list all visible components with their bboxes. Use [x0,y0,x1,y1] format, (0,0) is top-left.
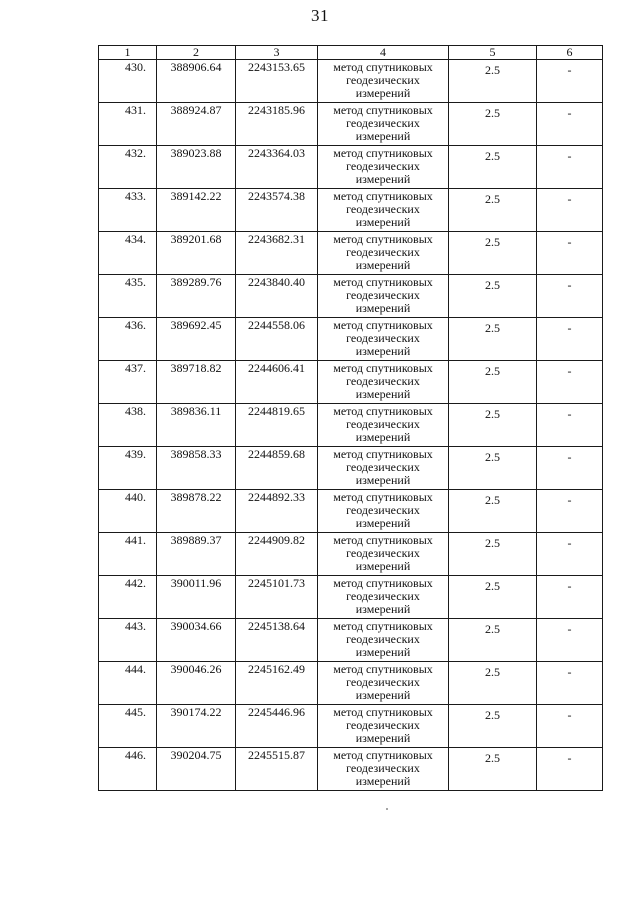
point-number-cell: 443. [99,619,157,662]
method-cell: метод спутниковых геодезических измерений [318,232,449,275]
note-cell: - [537,748,603,791]
accuracy-cell: 2.5 [449,705,537,748]
table-row [99,447,603,490]
accuracy-cell: 2.5 [449,361,537,404]
table-row [99,318,603,361]
table-row [99,404,603,447]
accuracy-cell: 2.5 [449,662,537,705]
note-cell: - [537,275,603,318]
y-coordinate-cell: 2244892.33 [236,490,318,533]
header-col-1: 1 [99,46,157,60]
y-coordinate-cell: 2244558.06 [236,318,318,361]
method-cell: метод спутниковых геодезических измерений [318,705,449,748]
x-coordinate-cell: 389889.37 [157,533,236,576]
y-coordinate-cell: 2244909.82 [236,533,318,576]
header-col-2: 2 [157,46,236,60]
accuracy-cell: 2.5 [449,189,537,232]
accuracy-cell: 2.5 [449,576,537,619]
x-coordinate-cell: 389878.22 [157,490,236,533]
x-coordinate-cell: 390034.66 [157,619,236,662]
method-cell: метод спутниковых геодезических измерений [318,447,449,490]
header-col-3: 3 [236,46,318,60]
accuracy-cell: 2.5 [449,533,537,576]
point-number-cell: 433. [99,189,157,232]
table-row [99,705,603,748]
point-number-cell: 445. [99,705,157,748]
y-coordinate-cell: 2243364.03 [236,146,318,189]
table-row [99,275,603,318]
y-coordinate-cell: 2243153.65 [236,60,318,103]
header-col-6: 6 [537,46,603,60]
header-col-5: 5 [449,46,537,60]
accuracy-cell: 2.5 [449,60,537,103]
coordinates-table [98,45,603,791]
method-cell: метод спутниковых геодезических измерений [318,275,449,318]
accuracy-cell: 2.5 [449,103,537,146]
y-coordinate-cell: 2243682.31 [236,232,318,275]
y-coordinate-cell: 2243185.96 [236,103,318,146]
note-cell: - [537,60,603,103]
accuracy-cell: 2.5 [449,146,537,189]
table-row [99,189,603,232]
x-coordinate-cell: 389289.76 [157,275,236,318]
note-cell: - [537,232,603,275]
note-cell: - [537,490,603,533]
note-cell: - [537,533,603,576]
table-row [99,232,603,275]
x-coordinate-cell: 388924.87 [157,103,236,146]
accuracy-cell: 2.5 [449,318,537,361]
table-row [99,490,603,533]
header-col-4: 4 [318,46,449,60]
note-cell: - [537,404,603,447]
x-coordinate-cell: 388906.64 [157,60,236,103]
x-coordinate-cell: 389201.68 [157,232,236,275]
table-row [99,60,603,103]
table-row [99,533,603,576]
point-number-cell: 435. [99,275,157,318]
accuracy-cell: 2.5 [449,748,537,791]
method-cell: метод спутниковых геодезических измерений [318,619,449,662]
y-coordinate-cell: 2243840.40 [236,275,318,318]
method-cell: метод спутниковых геодезических измерений [318,662,449,705]
y-coordinate-cell: 2244859.68 [236,447,318,490]
accuracy-cell: 2.5 [449,619,537,662]
table-row [99,748,603,791]
y-coordinate-cell: 2244819.65 [236,404,318,447]
table-row [99,576,603,619]
table-row [99,361,603,404]
point-number-cell: 439. [99,447,157,490]
y-coordinate-cell: 2243574.38 [236,189,318,232]
x-coordinate-cell: 390174.22 [157,705,236,748]
note-cell: - [537,189,603,232]
header-row [99,46,603,60]
table-body [99,60,603,791]
note-cell: - [537,103,603,146]
point-number-cell: 434. [99,232,157,275]
note-cell: - [537,318,603,361]
y-coordinate-cell: 2245515.87 [236,748,318,791]
x-coordinate-cell: 389142.22 [157,189,236,232]
method-cell: метод спутниковых геодезических измерений [318,748,449,791]
table-row [99,662,603,705]
point-number-cell: 444. [99,662,157,705]
note-cell: - [537,619,603,662]
method-cell: метод спутниковых геодезических измерений [318,533,449,576]
x-coordinate-cell: 389836.11 [157,404,236,447]
note-cell: - [537,576,603,619]
x-coordinate-cell: 390046.26 [157,662,236,705]
point-number-cell: 441. [99,533,157,576]
accuracy-cell: 2.5 [449,490,537,533]
note-cell: - [537,361,603,404]
point-number-cell: 442. [99,576,157,619]
note-cell: - [537,662,603,705]
point-number-cell: 432. [99,146,157,189]
method-cell: метод спутниковых геодезических измерений [318,189,449,232]
scan-dot-mark [386,808,388,810]
method-cell: метод спутниковых геодезических измерений [318,576,449,619]
table-row [99,146,603,189]
accuracy-cell: 2.5 [449,404,537,447]
table-header [99,46,603,60]
accuracy-cell: 2.5 [449,447,537,490]
point-number-cell: 430. [99,60,157,103]
method-cell: метод спутниковых геодезических измерений [318,60,449,103]
x-coordinate-cell: 390011.96 [157,576,236,619]
x-coordinate-cell: 389858.33 [157,447,236,490]
y-coordinate-cell: 2245138.64 [236,619,318,662]
page-number: 31 [311,6,329,25]
point-number-cell: 438. [99,404,157,447]
table-row [99,103,603,146]
point-number-cell: 446. [99,748,157,791]
accuracy-cell: 2.5 [449,232,537,275]
point-number-cell: 437. [99,361,157,404]
method-cell: метод спутниковых геодезических измерений [318,318,449,361]
method-cell: метод спутниковых геодезических измерений [318,404,449,447]
x-coordinate-cell: 390204.75 [157,748,236,791]
method-cell: метод спутниковых геодезических измерений [318,146,449,189]
point-number-cell: 440. [99,490,157,533]
y-coordinate-cell: 2245101.73 [236,576,318,619]
method-cell: метод спутниковых геодезических измерений [318,103,449,146]
point-number-cell: 436. [99,318,157,361]
y-coordinate-cell: 2244606.41 [236,361,318,404]
x-coordinate-cell: 389023.88 [157,146,236,189]
point-number-cell: 431. [99,103,157,146]
note-cell: - [537,447,603,490]
note-cell: - [537,705,603,748]
y-coordinate-cell: 2245162.49 [236,662,318,705]
x-coordinate-cell: 389692.45 [157,318,236,361]
method-cell: метод спутниковых геодезических измерений [318,490,449,533]
method-cell: метод спутниковых геодезических измерений [318,361,449,404]
accuracy-cell: 2.5 [449,275,537,318]
x-coordinate-cell: 389718.82 [157,361,236,404]
table-row [99,619,603,662]
note-cell: - [537,146,603,189]
y-coordinate-cell: 2245446.96 [236,705,318,748]
